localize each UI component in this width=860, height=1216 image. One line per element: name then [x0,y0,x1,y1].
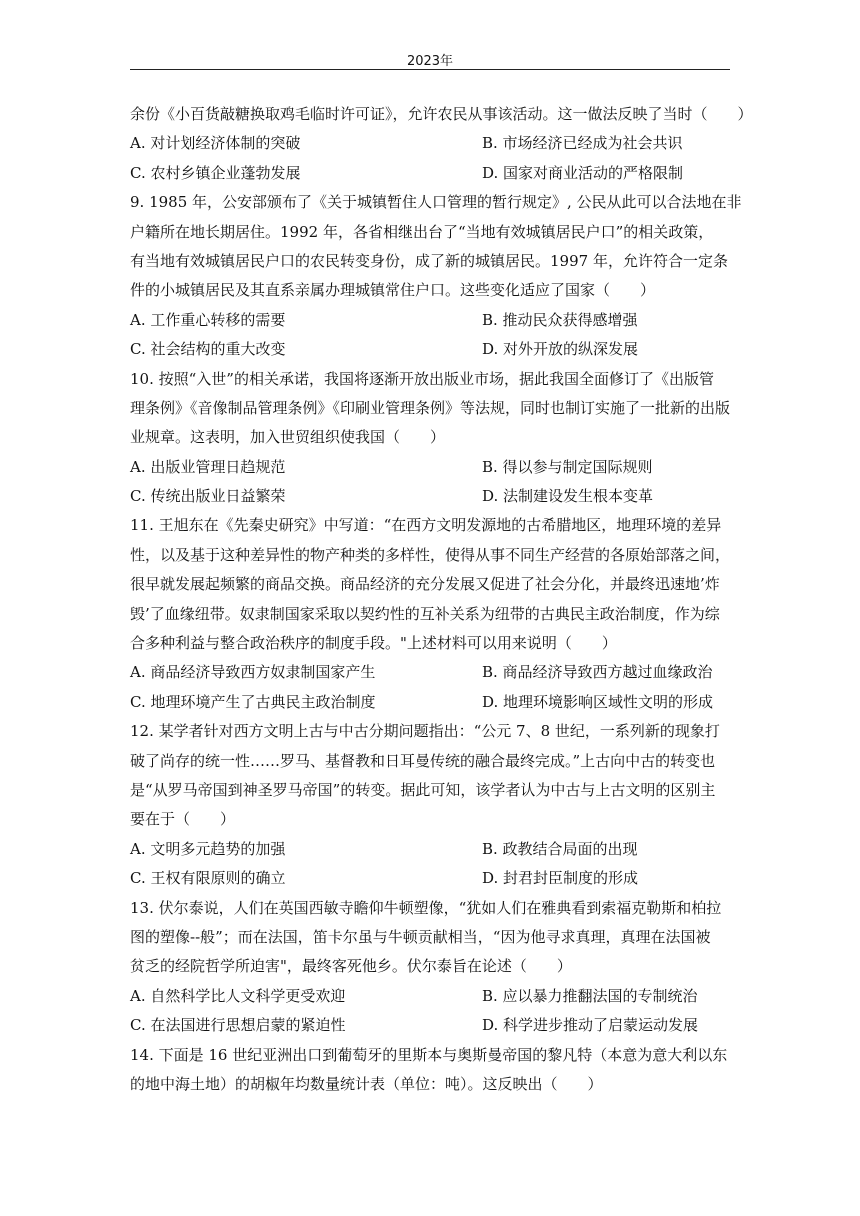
question-stem-line: 要在于（ ） [130,810,236,829]
question-stem-line: 户籍所在地长期居住。1992 年，各省相继出台了“当地有效城镇居民户口”的相关政策， [130,222,714,241]
option-a[interactable]: A. 商品经济导致西方奴隶制国家产生 [130,663,376,682]
option-a[interactable]: A. 出版业管理日趋规范 [130,457,286,476]
question-stem-line: 10. 按照“入世”的相关承诺，我国将逐渐开放出版业市场，据此我国全面修订了《出版管 [130,369,714,388]
question-stem-line: 11. 王旭东在《先秦史研究》中写道：“在西方文明发源地的古希腊地区，地理环境的差异 [130,516,722,535]
question-stem-line: 9. 1985 年，公安部颁布了《关于城镇暂住人口管理的暂行规定》, 公民从此可以合法地在非 [130,193,742,212]
question-stem-line: 理条例》《音像制品管理条例》《印刷业管理条例》等法规，同时也制订实施了一批新的出版 [130,398,731,417]
question-stem-line: 14. 下面是 16 世纪亚洲出口到葡萄牙的里斯本与奥斯曼帝国的黎凡特（本意为意大利以东 [130,1045,728,1064]
options-row [130,835,735,864]
option-a[interactable]: A. 自然科学比人文科学更受欢迎 [130,986,346,1005]
question-stem-line: 业规章。这表明，加入世贸组织使我国（ ） [130,428,446,447]
options-row [130,129,735,158]
question-stem-line: 合多种利益与整合政治秩序的制度手段。"上述材料可以用来说明（ ） [130,634,617,653]
question-10 [130,365,735,512]
options-row [130,1011,735,1040]
question-stem-line: 是“从罗马帝国到神圣罗马帝国”的转变。据此可知，该学者认为中古与上古文明的区别主 [130,780,716,799]
question-stem-line: 12. 某学者针对西方文明上古与中古分期问题指出：“公元 7、8 世纪，一系列新的现象打 [130,722,720,741]
option-a[interactable]: A. 工作重心转移的需要 [130,310,286,329]
option-a[interactable]: A. 文明多元趋势的加强 [130,839,286,858]
option-c[interactable]: C. 王权有限原则的确立 [130,869,286,888]
question-stem-line: 破了尚存的统一性……罗马、基督教和日耳曼传统的融合最终完成。”上古向中古的转变也 [130,751,716,770]
option-c[interactable]: C. 农村乡镇企业蓬勃发展 [130,163,301,182]
options-row [130,335,735,364]
header-divider [130,69,730,70]
question-stem-line: 贫乏的经院哲学所迫害"，最终客死他乡。伏尔泰旨在论述（ ） [130,957,572,976]
options-row [130,453,735,482]
option-d[interactable]: D. 地理环境影响区域性文明的形成 [482,692,714,711]
question-8 [130,100,753,188]
option-c[interactable]: C. 在法国进行思想启蒙的紧迫性 [130,1016,346,1035]
option-d[interactable]: D. 封君封臣制度的形成 [482,869,639,888]
option-b[interactable]: B. 市场经济已经成为社会共识 [482,134,683,153]
question-13 [130,894,735,1041]
question-stem-line: 余份《小百货敲糖换取鸡毛临时许可证》，允许农民从事该活动。这一做法反映了当时（ ） [130,105,753,123]
option-d[interactable]: D. 国家对商业活动的严格限制 [482,163,684,182]
question-9 [130,188,742,364]
exam-content [130,100,753,1099]
question-12 [130,717,735,893]
option-c[interactable]: C. 社会结构的重大改变 [130,340,286,359]
option-b[interactable]: B. 政教结合局面的出现 [482,839,638,858]
option-a[interactable]: A. 对计划经济体制的突破 [130,134,301,153]
options-row [130,482,735,511]
question-14 [130,1041,735,1100]
options-row [130,306,735,335]
question-stem-line: 图的塑像--般”；而在法国，笛卡尔虽与牛顿贡献相当，“因为他寻求真理，真理在法国被 [130,927,711,946]
option-c[interactable]: C. 传统出版业日益繁荣 [130,487,286,506]
page-header-year: 2023年 [406,54,454,69]
question-stem-line: 性，以及基于这种差异性的物产种类的多样性，使得从事不同生产经营的各原始部落之间， [130,545,731,564]
options-row [130,688,735,717]
option-b[interactable]: B. 得以参与制定国际规则 [482,457,653,476]
option-b[interactable]: B. 应以暴力推翻法国的专制统治 [482,986,698,1005]
options-row [130,864,735,893]
question-stem-line: 的地中海土地）的胡椒年均数量统计表（单位：吨）。这反映出（ ） [130,1074,603,1093]
option-b[interactable]: B. 商品经济导致西方越过血缘政治 [482,663,713,682]
option-d[interactable]: D. 法制建设发生根本变革 [482,487,654,506]
question-stem-line: 件的小城镇居民及其直系亲属办理城镇常住户口。这些变化适应了国家（ ） [130,281,656,300]
options-row [130,658,735,687]
question-11 [130,511,735,717]
option-d[interactable]: D. 科学进步推动了启蒙运动发展 [482,1016,699,1035]
question-stem-line: 13. 伏尔泰说，人们在英国西敏寺瞻仰牛顿塑像，“犹如人们在雅典看到索福克勒斯和柏拉 [130,898,722,917]
option-b[interactable]: B. 推动民众获得感增强 [482,310,638,329]
option-c[interactable]: C. 地理环境产生了古典民主政治制度 [130,692,376,711]
question-stem-line: 有当地有效城镇居民户口的农民转变身份，成了新的城镇居民。1997 年，允许符合一定条 [130,251,728,270]
question-stem-line: 毁’了血缘纽带。奴隶制国家采取以契约性的互补关系为纽带的古典民主政治制度，作为综 [130,604,720,623]
option-d[interactable]: D. 对外开放的纵深发展 [482,340,639,359]
options-row [130,982,735,1011]
options-row [130,159,735,188]
question-stem-line: 很早就发展起频繁的商品交换。商品经济的充分发展又促进了社会分化，并最终迅速地’炸 [130,575,720,594]
